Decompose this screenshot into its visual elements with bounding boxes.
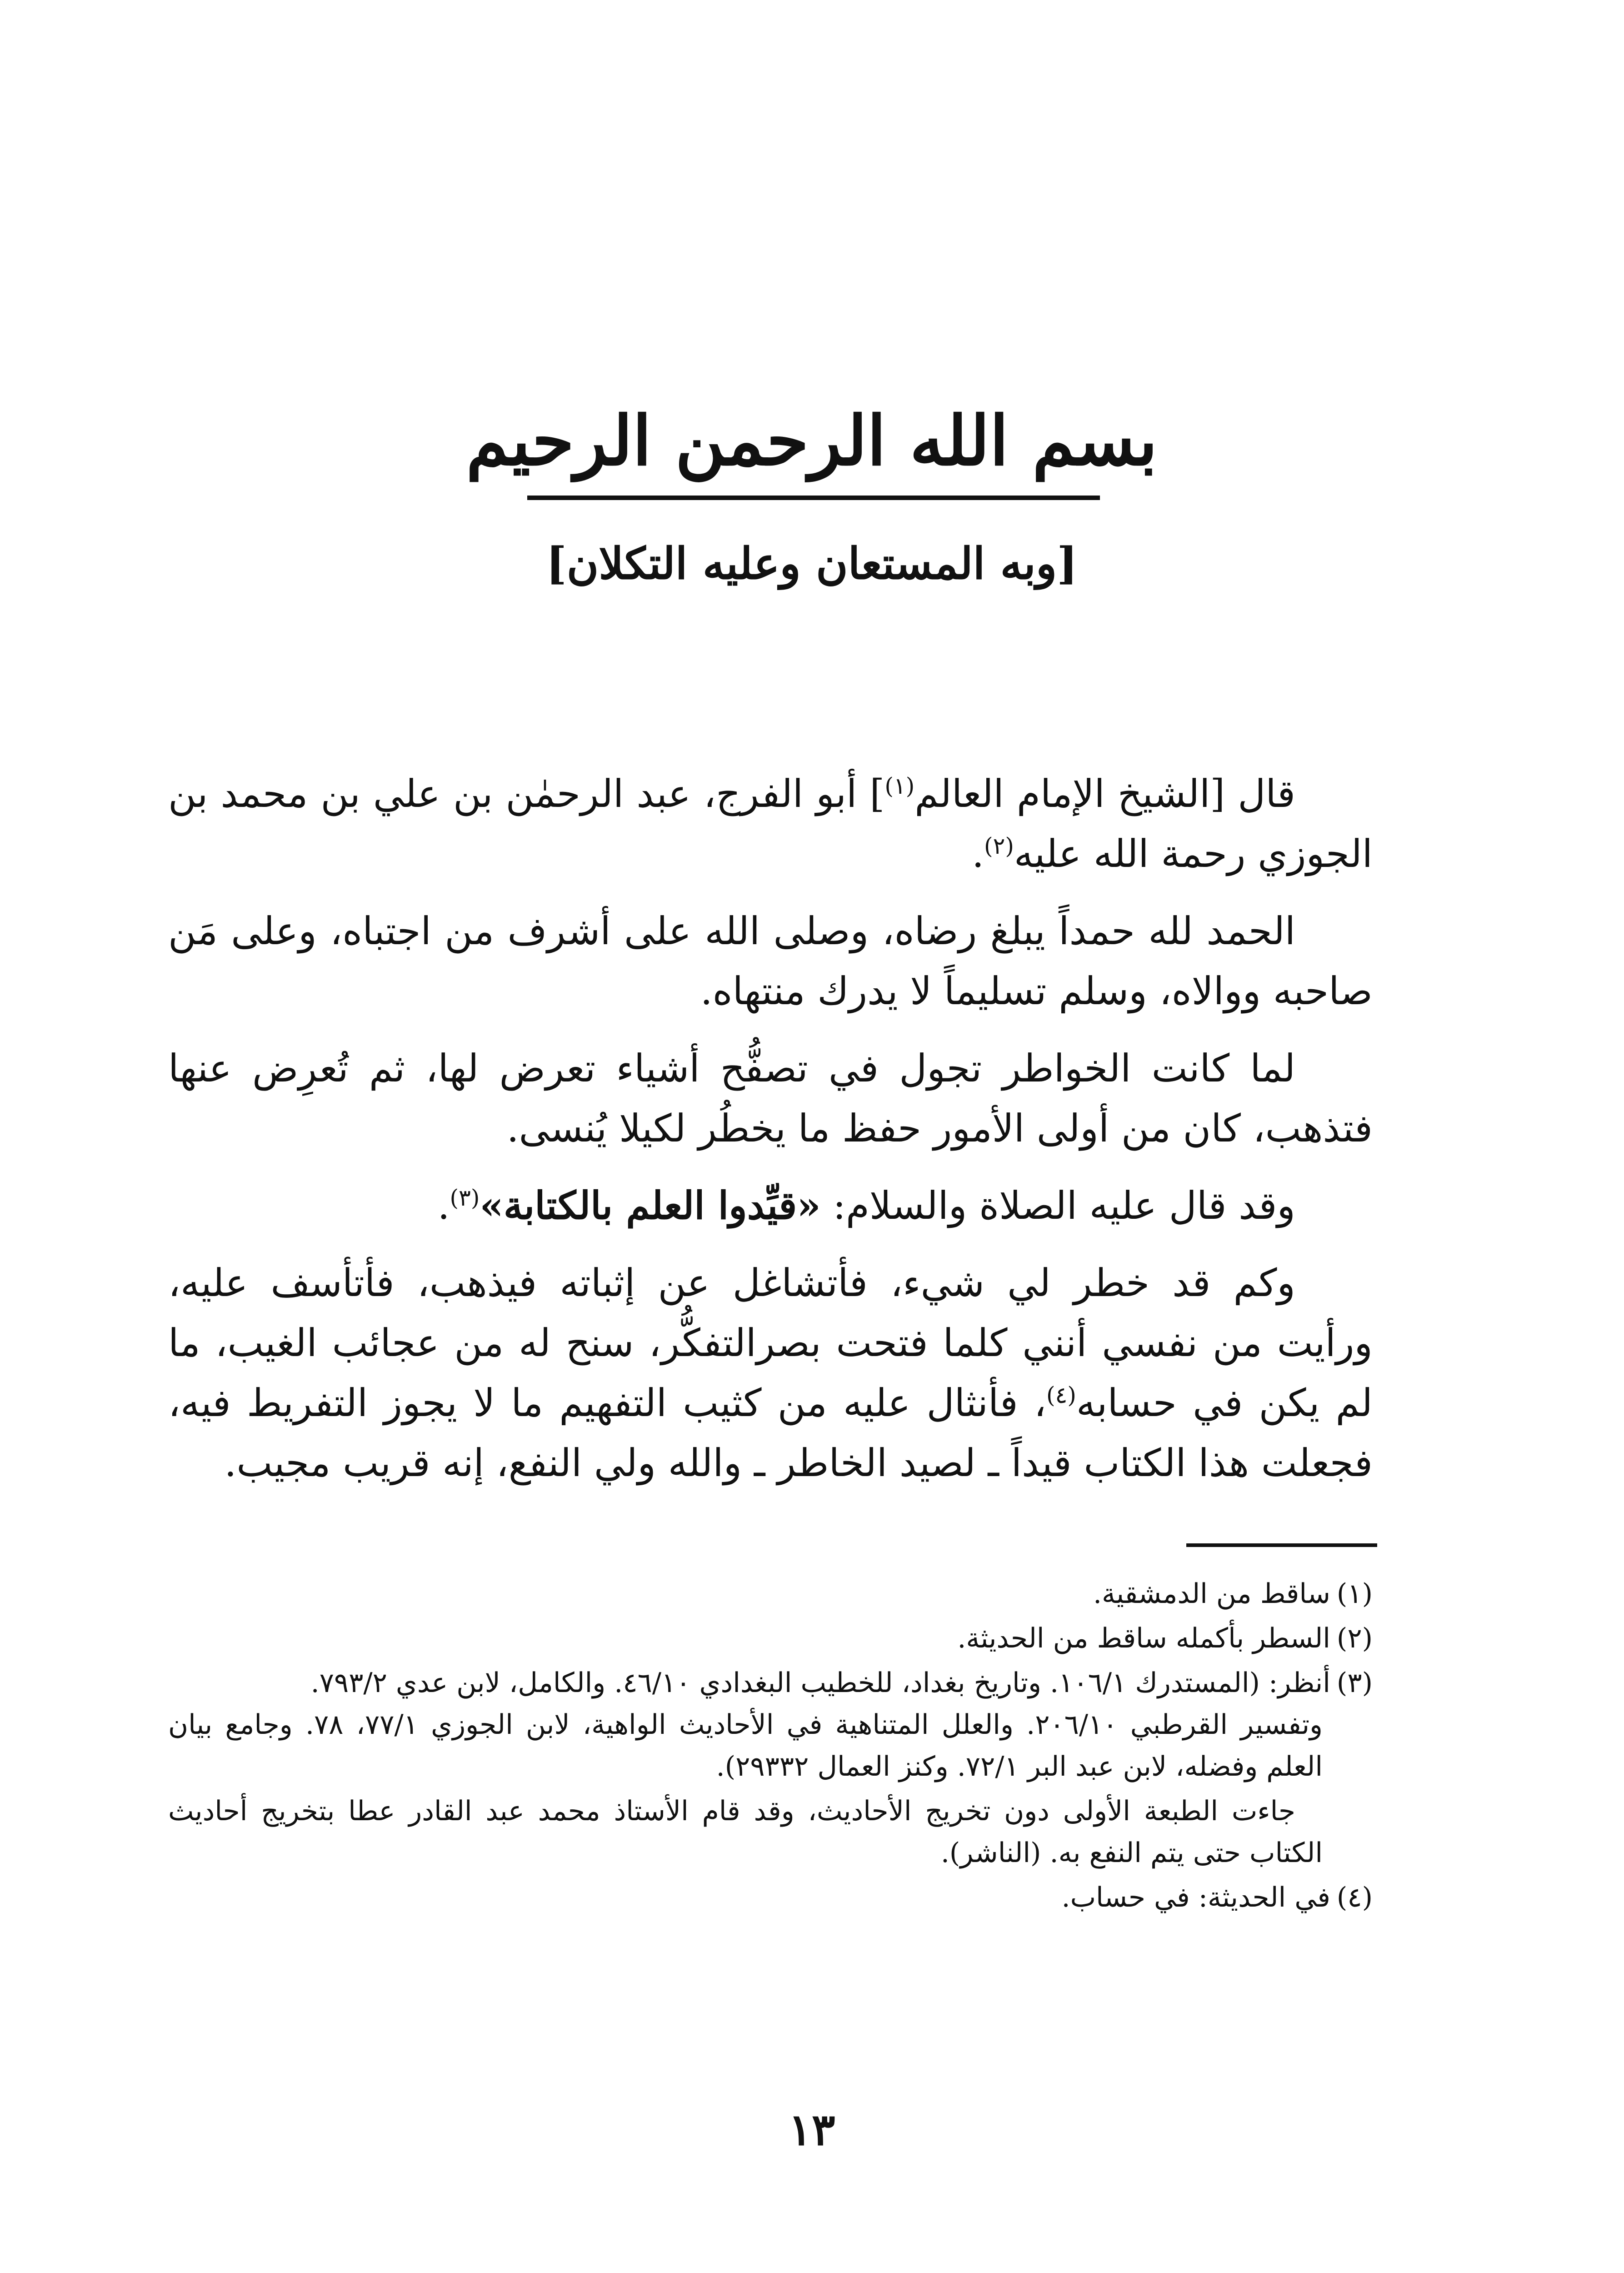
- basmala-underline: [527, 496, 1100, 500]
- footnote-ref-1: (١): [884, 773, 915, 799]
- footnote-3-number: (٣): [1336, 1667, 1373, 1699]
- footnote-3-continuation: وتفسير القرطبي ٢٠٦/١٠. والعلل المتناهية في الأحاديث الواهية، لابن الجوزي ٧٧/١، ٧٨. وجامع بيان العلم وفضله، لابن عبد البر ٧٢/١. وكنز العمال ٢٩٣٣٢).: [168, 1709, 1323, 1782]
- footnote-1-text: ساقط من الدمشقية.: [1093, 1578, 1330, 1610]
- footnote-3-text: أنظر: (المستدرك ١٠٦/١. وتاريخ بغداد، للخطيب البغدادي ٤٦/١٠. والكامل، لابن عدي ٧٩٣/٢.: [310, 1667, 1330, 1699]
- page-number: ١٣: [788, 2104, 835, 2155]
- footnote-ref-4: (٤): [1046, 1382, 1076, 1408]
- footnote-4-number: (٤): [1336, 1882, 1373, 1913]
- paragraph-1: [168, 764, 1373, 884]
- paragraph-5-part-b: ، فأنثال عليه من كثيب التفهيم ما لا يجوز التفريط فيه، فجعلت هذا الكتاب قيداً ـ لصيد الخاطر ـ والله ولي النفع، إنه قريب مجيب.: [168, 1381, 1373, 1485]
- footnote-ref-2: (٢): [984, 833, 1014, 859]
- paragraph-3: لما كانت الخواطر تجول في تصفُّح أشياء تعرض لها، ثم تُعرِض عنها فتذهب، كان من أولى الأمور حفظ ما يخطُر لكيلا يُنسى.: [168, 1046, 1373, 1151]
- paragraph-4-part-a: وقد قال عليه الصلاة والسلام:: [820, 1183, 1295, 1228]
- paragraph-5: [168, 1253, 1373, 1493]
- footnote-4: [168, 1877, 1373, 1918]
- footnotes: [168, 1573, 1373, 1921]
- footnote-separator: [1186, 1543, 1377, 1547]
- paragraph-4-part-c: .: [437, 1183, 450, 1228]
- paragraph-5-part-a: وكم قد خطر لي شيء، فأتشاغل عن إثباته فيذهب، فأتأسف عليه، ورأيت من نفسي أنني كلما فتحت بصرالتفكُّر، سنح له من عجائب الغيب، ما لم يكن في حسابه: [168, 1261, 1373, 1425]
- publisher-note: جاءت الطبعة الأولى دون تخريج الأحاديث، وقد قام الأستاذ محمد عبد القادر عطا بتخريج أحاديث الكتاب حتى يتم النفع به. (الناشر).: [168, 1795, 1323, 1869]
- paragraph-1-part-c: .: [972, 831, 984, 876]
- footnote-3: [168, 1662, 1373, 1874]
- paragraph-2: الحمد لله حمداً يبلغ رضاه، وصلى الله على أشرف من اجتباه، وعلى مَن صاحبه ووالاه، وسلم تسليماً لا يدرك منتهاه.: [168, 909, 1373, 1013]
- basmala-heading: بسم الله الرحمن الرحيم: [466, 401, 1158, 481]
- paragraph-4: [168, 1176, 1373, 1236]
- footnote-4-text: في الحديثة: في حساب.: [1061, 1882, 1330, 1913]
- paragraph-1-part-a: قال [الشيخ الإمام العالم: [914, 771, 1295, 816]
- footnote-2-text: السطر بأكمله ساقط من الحديثة.: [957, 1622, 1330, 1654]
- footnote-2-number: (٢): [1336, 1622, 1373, 1654]
- footnote-2: [168, 1617, 1373, 1659]
- main-text: [168, 764, 1373, 1510]
- footnote-1-number: (١): [1336, 1578, 1373, 1610]
- subtitle: [وبه المستعان وعليه التكلان]: [546, 538, 1078, 589]
- footnote-1: [168, 1573, 1373, 1615]
- paragraph-1-part-b: ] أبو الفرج، عبد الرحمٰن بن علي بن محمد بن الجوزي رحمة الله عليه: [168, 771, 1373, 876]
- hadith-quote: «قيِّدوا العلم بالكتابة»: [480, 1183, 821, 1228]
- footnote-ref-3: (٣): [450, 1185, 480, 1211]
